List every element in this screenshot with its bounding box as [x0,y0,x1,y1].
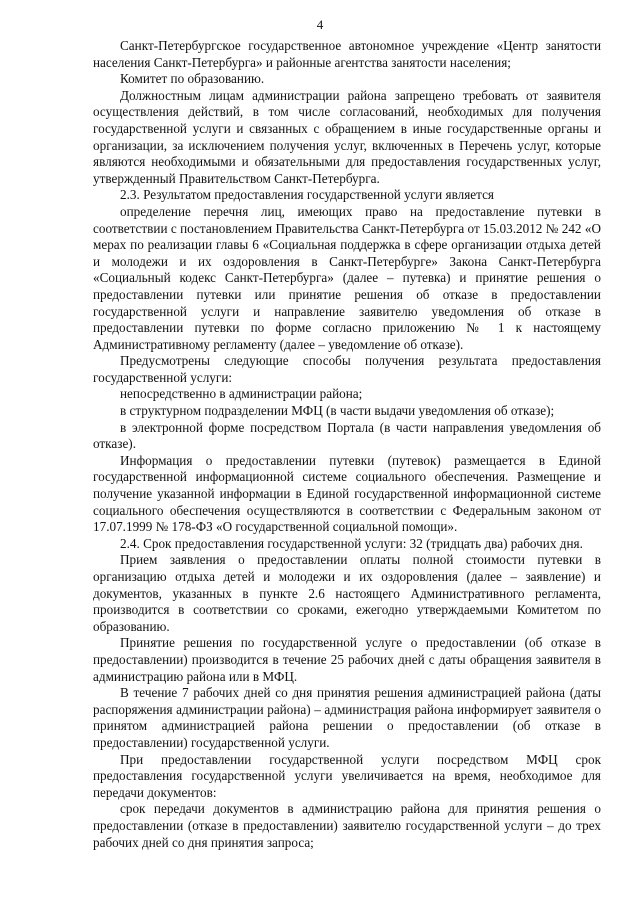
paragraph: срок передачи документов в администрацию района для принятия решения о предоставлении (отказе в предоставлении) заявителю государственной услуги – до трех рабочих дней со дня принятия запроса; [93,801,601,850]
paragraph: Должностным лицам администрации района запрещено требовать от заявителя осуществления действий, в том числе согласований, необходимых для получения государственной услуги и связанных с обращением в иные государственные органы и организации, за исключением получения услуг, включенных в Перечень услуг, которые являются необходимыми и обязательными для предоставления государственных услуг, утвержденный Правительством Санкт-Петербурга. [93,87,601,186]
document-body [93,38,601,851]
page-number: 4 [316,17,324,32]
section-heading: 2.3. Результатом предоставления государственной услуги является [120,187,494,203]
paragraph: Информация о предоставлении путевки (путевок) размещается в Единой государственной информационной системе социального обеспечения. Размещение и получение указанной информации в Единой государственной информационной системе социального обеспечения осуществляются в соответствии с Федеральным законом от 17.07.1999 № 178-ФЗ «О государственной социальной помощи». [93,452,601,535]
paragraph: При предоставлении государственной услуги посредством МФЦ срок предоставления государственной услуги увеличивается на время, необходимое для передачи документов: [93,751,601,800]
paragraph: Принятие решения по государственной услуге о предоставлении (об отказе в предоставлении) производится в течение 25 рабочих дней с даты обращения заявителя в администрацию района или в МФЦ. [93,635,601,684]
list-item: в электронной форме посредством Портала (в части направления уведомления об отказе). [93,419,601,452]
paragraph: определение перечня лиц, имеющих право на предоставление путевки в соответствии с постановлением Правительства Санкт-Петербурга от 15.03.2012 № 242 «О мерах по реализации главы 6 «Социальная поддержка в сфере организации отдыха детей и молодежи и их оздоровления в Санкт-Петербурге» Закона Санкт-Петербурга «Социальный кодекс Санкт-Петербурга» (далее – путевка) и принятие решения о предоставлении путевки или принятие решения об отказе в предоставлении государственной услуги и направление заявителю уведомления об отказе в предоставлении путевки по форме согласно приложению № 1 к настоящему Административному регламенту (далее – уведомление об отказе). [93,203,601,352]
list-item: в структурном подразделении МФЦ (в части выдачи уведомления об отказе); [120,403,555,419]
paragraph: Санкт-Петербургское государственное автономное учреждение «Центр занятости населения Санкт-Петербурга» и районные агентства занятости населения; [93,38,601,70]
section-heading: 2.4. Срок предоставления государственной услуги: 32 (тридцать два) рабочих дня. [120,535,583,551]
paragraph: В течение 7 рабочих дней со дня принятия решения администрацией района (даты распоряжения администрации района) – администрация района информирует заявителя о принятом администрацией района решении о предоставлении (об отказе в предоставлении) государственной услуги. [93,685,601,750]
paragraph: Прием заявления о предоставлении оплаты полной стоимости путевки в организацию отдыха детей и молодежи и их оздоровления (далее – заявление) и документов, указанных в пункте 2.6 настоящего Административного регламента, производится в соответствии со сроками, ежегодно утверждаемыми Комитетом по образованию. [93,552,601,634]
paragraph: Комитет по образованию. [120,71,265,87]
list-item: непосредственно в администрации района; [120,386,363,402]
paragraph: Предусмотрены следующие способы получения результата предоставления государственной услуги: [93,353,601,385]
